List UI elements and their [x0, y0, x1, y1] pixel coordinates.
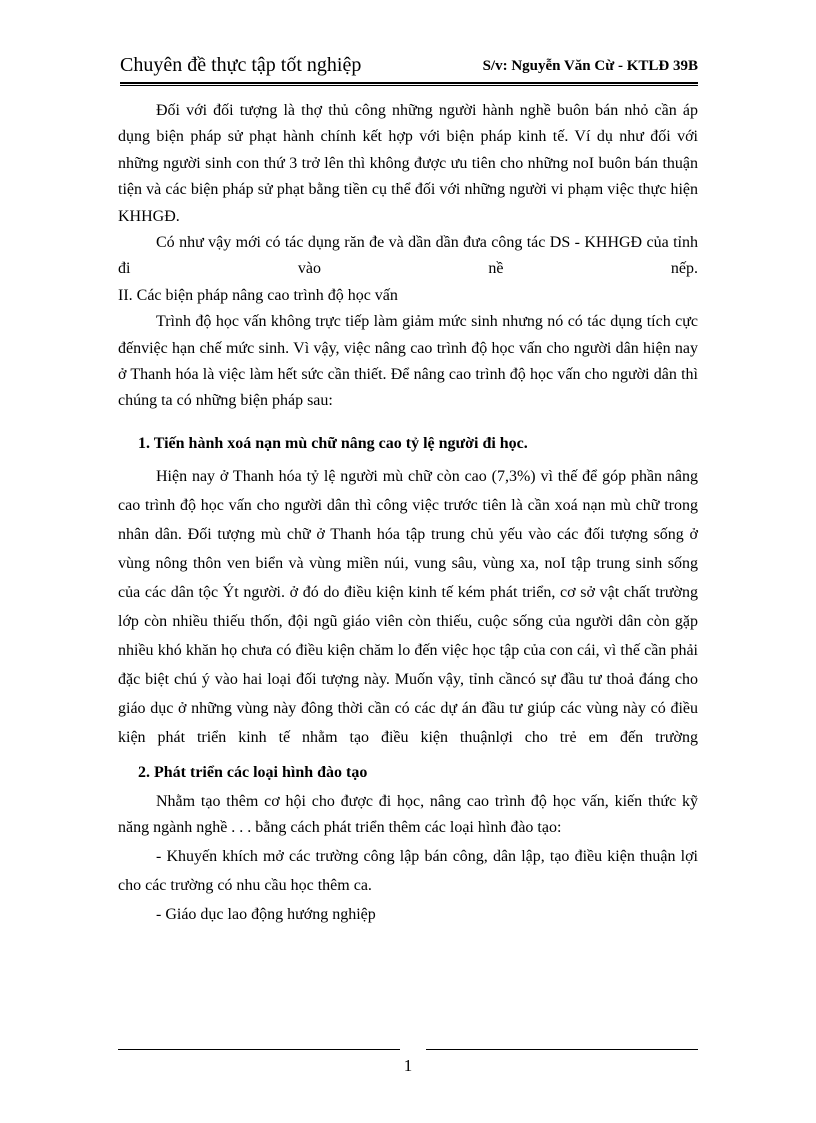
heading-training: 2. Phát triển các loại hình đào tạo	[138, 763, 368, 781]
header-author: S/v: Nguyễn Văn Cừ - KTLĐ 39B	[482, 58, 698, 74]
paragraph-literacy: Hiện nay ở Thanh hóa tỷ lệ người mù chữ còn cao (7,3%) vì thế để góp phần nâng cao trình độ học vấn cho người dân thì công việc trước tiên là cần xoá nạn mù chữ trong nhân dân. Đối tượng mù chữ ở Thanh hóa tập trung chủ yếu vào các đối tượng sống ở vùng nông thôn ven biển và vùng miền núi, vung sâu, vùng xa, noI tập trung sinh sống của các dân tộc Ýt người. ở đó do điều kiện kinh tế kém phát triển, cơ sở vật chất trường lớp còn nhiều thiếu thốn, đội ngũ giáo viên còn thiếu, cuộc sống của người dân còn gặp nhiều khó khăn họ chưa có điều kiện chăm lo đến việc học tập của con cái, vì thế cần phải đặc biệt chú ý vào hai loại đối tượng này. Muốn vậy, tỉnh cầncó sự đầu tư thoả đáng cho giáo dục ở những vùng này đông thời cần có các dự án đầu tư giúp các vùng này có điều kiện phát triển kinh tế nhằm tạo điều kiện thuậnlợi cho trẻ em đến trường	[118, 467, 698, 746]
header-title: Chuyên đề thực tập tốt nghiệp	[120, 54, 362, 76]
list-item-schools: - Khuyến khích mở các trường công lập bán công, dân lập, tạo điều kiện thuận lợi cho các trường có nhu cầu học thêm ca.	[118, 847, 698, 894]
document-body	[118, 98, 698, 929]
heading-literacy: 1. Tiến hành xoá nạn mù chữ nâng cao tỷ lệ người đi học.	[138, 434, 528, 452]
paragraph-education-intro: Trình độ học vấn không trực tiếp làm giảm mức sinh nhưng nó có tác dụng tích cực đếnviệc hạn chế mức sinh. Vì vậy, việc nâng cao trình độ học vấn cho người dân hiện nay ở Thanh hóa là việc làm hết sức cần thiết. Để nâng cao trình độ học vấn cho người dân thì chúng ta có những biện pháp sau:	[118, 313, 698, 410]
header-rule-thin	[120, 85, 698, 86]
heading-section-ii: II. Các biện pháp nâng cao trình độ học vấn	[118, 286, 398, 304]
paragraph-sanctions: Đối với đối tượng là thợ thủ công những người hành nghề buôn bán nhỏ cần áp dụng biện pháp sử phạt hành chính kết hợp với biện pháp kinh tế. Ví dụ như đối với những người sinh con thứ 3 trở lên thì không được ưu tiên cho những noI buôn bán thuận tiện và các biện pháp sử phạt bằng tiền cụ thể đối với những người vi phạm việc thực hiện KHHGĐ.	[118, 102, 698, 225]
footer-rule-right	[426, 1049, 698, 1050]
header-rule	[120, 82, 698, 84]
footer-rule-left	[118, 1049, 400, 1050]
paragraph-deterrence: Có như vậy mới có tác dụng răn đe và dần dần đưa công tác DS - KHHGĐ của tỉnh đi vào nề nếp.	[118, 234, 698, 278]
page-number: 1	[403, 1056, 413, 1075]
paragraph-training: Nhằm tạo thêm cơ hội cho được đi học, nâng cao trình độ học vấn, kiến thức kỹ năng ngành nghề . . . bằng cách phát triển thêm các loại hình đào tạo:	[118, 792, 698, 837]
page-header	[120, 52, 698, 84]
list-item-vocational: - Giáo dục lao động hướng nghiệp	[156, 905, 376, 923]
